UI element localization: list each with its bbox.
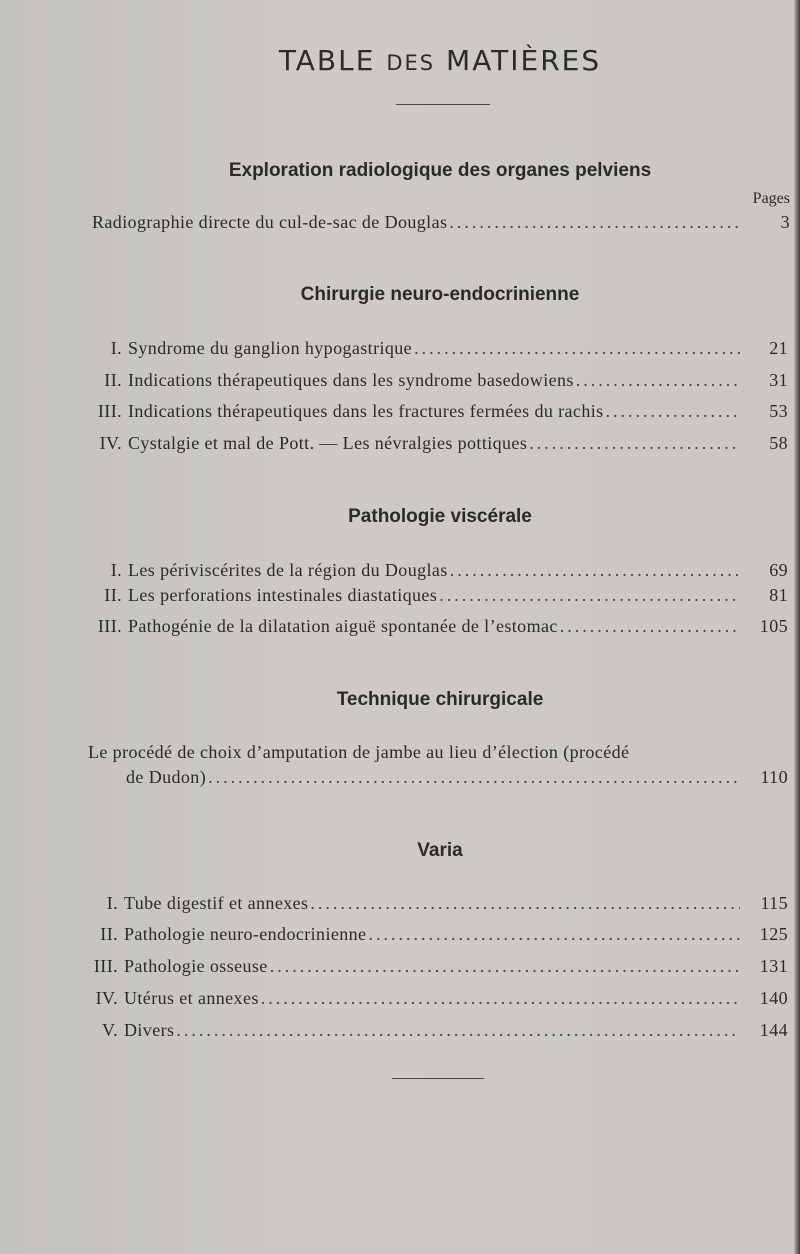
entry-page: 131	[759, 956, 788, 976]
dot-leader	[261, 986, 740, 1010]
entry-page: 69	[769, 560, 788, 580]
page-edge	[794, 0, 800, 1254]
entry-title: Pathogénie de la dilatation aiguë spontanée de l’estomac	[128, 616, 558, 636]
entry-number: II.	[100, 924, 118, 944]
entry-page: 53	[769, 401, 788, 421]
entry-page: 3	[780, 212, 790, 232]
toc-entry[interactable]	[88, 431, 788, 455]
entry-title: Les perforations intestinales diastatiques	[128, 585, 438, 605]
entry-number: III.	[93, 956, 118, 976]
entry-page: 110	[760, 767, 788, 787]
entry-page: 58	[769, 433, 788, 453]
dot-leader	[270, 954, 740, 978]
dot-leader	[576, 368, 740, 392]
entry-title: Pathologie osseuse	[124, 956, 268, 976]
entry-number: V.	[102, 1020, 118, 1040]
toc-entry[interactable]	[88, 986, 788, 1010]
section-heading-exploration: Exploration radiologique des organes pelviens	[228, 160, 652, 181]
dot-leader	[449, 210, 742, 234]
toc-entry[interactable]	[88, 1018, 788, 1042]
entry-title: Cystalgie et mal de Pott. — Les névralgies pottiques	[128, 433, 528, 453]
end-divider	[392, 1078, 484, 1079]
entry-page: 21	[769, 338, 788, 358]
entry-page: 125	[759, 924, 788, 944]
title-word-matieres: MATIÈRES	[446, 44, 602, 77]
section-heading-pathologie-viscerale: Pathologie viscérale	[348, 506, 532, 527]
entry-number: II.	[104, 585, 122, 605]
pages-column-label: Pages	[752, 190, 790, 207]
toc-entry[interactable]	[88, 954, 788, 978]
toc-entry[interactable]	[92, 210, 790, 234]
entry-number: I.	[106, 893, 118, 913]
toc-entry[interactable]	[88, 922, 788, 946]
entry-title: Utérus et annexes	[124, 988, 259, 1008]
entry-number: II.	[104, 370, 122, 390]
entry-page: 115	[760, 893, 788, 913]
section-heading-varia: Varia	[417, 840, 463, 861]
toc-entry[interactable]	[88, 614, 788, 638]
entry-title: Pathologie neuro-endocrinienne	[124, 924, 367, 944]
dot-leader	[208, 765, 740, 789]
dot-leader	[560, 614, 740, 638]
entry-title: de Dudon)	[126, 767, 207, 787]
entry-title: Indications thérapeutiques dans les syndrome basedowiens	[128, 370, 574, 390]
toc-entry[interactable]	[88, 583, 788, 607]
entry-page: 31	[769, 370, 788, 390]
entry-number: IV.	[99, 433, 122, 453]
dot-leader	[368, 922, 740, 946]
dot-leader	[439, 583, 740, 607]
entry-page: 140	[759, 988, 788, 1008]
toc-entry[interactable]	[88, 399, 788, 423]
entry-title: Tube digestif et annexes	[124, 893, 309, 913]
dot-leader	[529, 431, 740, 455]
toc-entry[interactable]	[88, 336, 788, 360]
dot-leader	[310, 891, 740, 915]
entry-title-line: Le procédé de choix d’amputation de jambe au lieu d’élection (procédé	[88, 742, 630, 762]
entry-title: Indications thérapeutiques dans les fractures fermées du rachis	[128, 401, 604, 421]
entry-page: 81	[769, 585, 788, 605]
section-heading-technique: Technique chirurgicale	[336, 689, 544, 710]
title-divider	[396, 104, 490, 105]
entry-title: Divers	[124, 1020, 175, 1040]
entry-number: III.	[97, 616, 122, 636]
entry-title: Les périviscérites de la région du Douglas	[128, 560, 448, 580]
entry-number: III.	[97, 401, 122, 421]
toc-entry[interactable]	[88, 368, 788, 392]
entry-number: I.	[110, 338, 122, 358]
toc-entry[interactable]	[88, 558, 788, 582]
entry-number: I.	[110, 560, 122, 580]
entry-page: 144	[759, 1020, 788, 1040]
dot-leader	[606, 399, 740, 423]
dot-leader	[414, 336, 740, 360]
toc-entry[interactable]	[88, 891, 788, 915]
title-word-des: DES	[386, 51, 436, 75]
page-title	[0, 44, 800, 77]
section-heading-chirurgie: Chirurgie neuro-endocrinienne	[300, 284, 580, 305]
dot-leader	[450, 558, 740, 582]
entry-title: Syndrome du ganglion hypogastrique	[128, 338, 413, 358]
dot-leader	[176, 1018, 740, 1042]
entry-page: 105	[759, 616, 788, 636]
entry-number: IV.	[95, 988, 118, 1008]
title-word-table: TABLE	[278, 44, 376, 77]
entry-title: Radiographie directe du cul-de-sac de Douglas	[92, 212, 448, 232]
toc-entry[interactable]	[126, 765, 788, 789]
